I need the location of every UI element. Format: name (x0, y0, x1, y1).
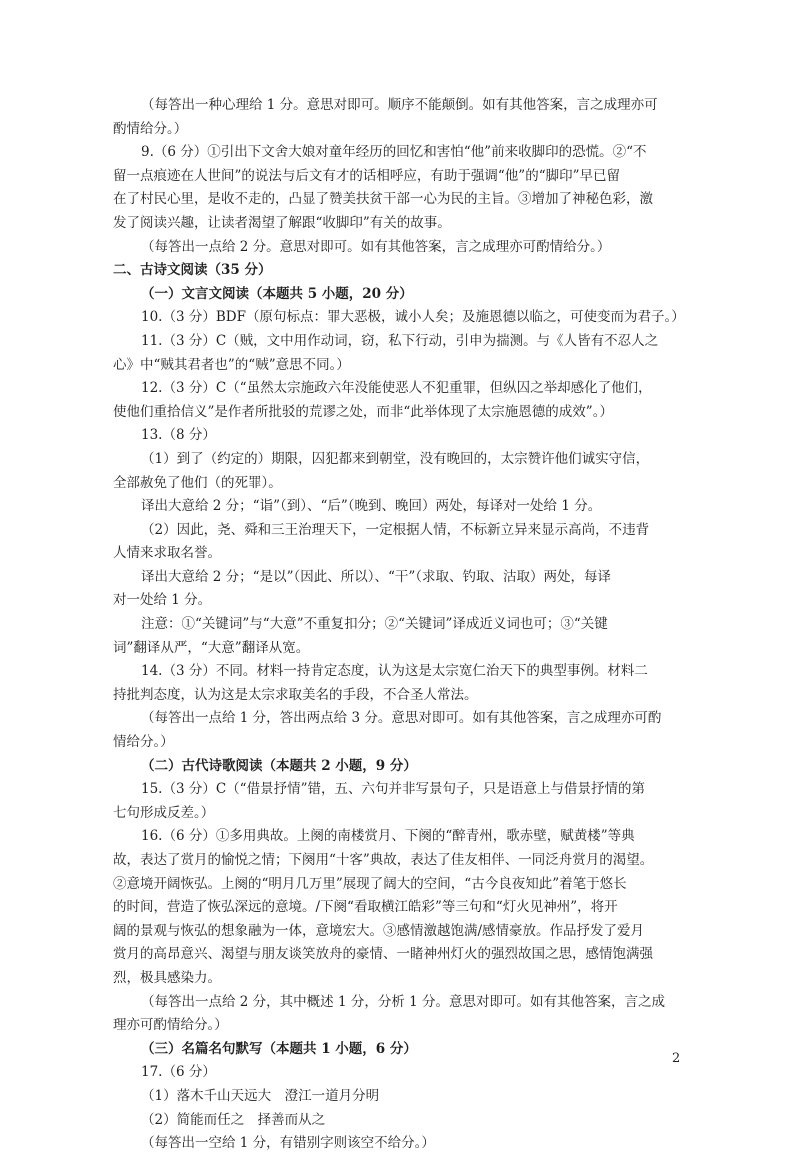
text-line: 13.（8 分） (141, 427, 216, 444)
text-line: 17.（6 分） (141, 1064, 216, 1081)
text-line: 故，表达了赏月的愉悦之情；下阕用“十客”典故，表达了佳友相伴、一同泛舟赏月的渴望。 (113, 852, 654, 868)
text-line: 情给分。） (113, 734, 174, 751)
text-line: 对一处给 1 分。 (113, 592, 212, 609)
text-line: 烈，极具感染力。 (113, 969, 221, 986)
text-line: 七句形成反差。） (113, 804, 215, 821)
page-number: 2 (672, 1051, 681, 1066)
answer-key-body (113, 94, 687, 1156)
text-line: 注意：①“关键词”与“大意”不重复扣分；②“关键词”译成近义词也可；③“关键 (141, 616, 608, 633)
text-line: 的时间，营造了恢弘深远的意境。/下阕“看取横江皓彩”等三句和“灯火见神州”，将开 (113, 899, 618, 916)
text-line: 10.（3 分）BDF（原句标点：罪大恶极，诚小人矣；及施恩德以临之，可使变而为君子。） (141, 309, 685, 326)
text-line: 9.（6 分）①引出下文舍大娘对童年经历的回忆和害怕“他”前来收脚印的恐慌。②“不 (141, 144, 647, 161)
text-line: 译出大意给 2 分；“诣”（到）、“后”（晚到、晚回）两处，每译对一处给 1 分。 (141, 498, 602, 515)
text-line: 译出大意给 2 分；“是以”（因此、所以）、“干”（求取、钓取、沽取）两处，每译 (141, 568, 612, 585)
text-line: （每答出一点给 2 分。意思对即可。如有其他答案，言之成理亦可酌情给分。） (141, 238, 611, 255)
text-line: （1）到了（约定的）期限，囚犯都来到朝堂，没有晚回的，太宗赞许他们诚实守信， (141, 450, 650, 467)
text-line: （每答出一点给 2 分，其中概述 1 分，分析 1 分。意思对即可。如有其他答案，言之成 (141, 993, 666, 1010)
text-line: 使他们重拾信义”是作者所批驳的荒谬之处，而非“此举体现了太宗施恩德的成效”。） (113, 403, 613, 420)
text-line: ②意境开阔恢弘。上阕的“明月几万里”展现了阔大的空间，“古今良夜知此”着笔于悠长 (113, 875, 627, 892)
text-line: （2）简能而任之 择善而从之 (141, 1111, 326, 1128)
text-line: 12.（3 分）C（“虽然太宗施政六年没能使恶人不犯重罪，但纵囚之举却感化了他们， (141, 380, 652, 397)
text-line: 发了阅读兴趣，让读者渴望了解跟“收脚印”有关的故事。 (113, 214, 451, 231)
text-line: 留一点痕迹在人世间”的说法与后文有才的话相呼应，有助于强调“他”的“脚印”早已留 (113, 167, 621, 184)
text-line: 15.（3 分）C（“借景抒情”错，五、六句并非写景句子，只是语意上与借景抒情的第 (141, 781, 645, 798)
text-line: 二、古诗文阅读（35 分） (113, 262, 272, 279)
text-line: 赏月的高昂意兴、渴望与朋友谈笑放舟的豪情、一睹神州灯火的强烈故国之思，感情饱满强 (113, 946, 653, 963)
text-line: 人情来求取名誉。 (113, 545, 221, 562)
text-line: 全部赦免了他们（的死罪）。 (113, 474, 282, 491)
text-line: （1）落木千山天远大 澄江一道月分明 (141, 1087, 380, 1104)
text-line: 14.（3 分）不同。材料一持肯定态度，认为这是太宗宽仁治天下的典型事例。材料二 (141, 663, 648, 680)
text-line: （一）文言文阅读（本题共 5 小题，20 分） (141, 285, 413, 302)
text-line: （2）因此，尧、舜和三王治理天下，一定根据人情，不标新立异来显示高尚，不违背 (141, 521, 650, 538)
text-line: 词”翻译从严，“大意”翻译从宽。 (113, 639, 310, 656)
text-line: （每答出一空给 1 分，有错别字则该空不给分。） (141, 1135, 435, 1152)
text-line: （每答出一种心理给 1 分。意思对即可。顺序不能颠倒。如有其他答案，言之成理亦可 (141, 97, 658, 113)
text-line: 理亦可酌情给分。） (113, 1017, 228, 1034)
text-line: 11.（3 分）C（贼，文中用作动词，窃，私下行动，引申为揣测。与《人皆有不忍人之 (141, 332, 659, 349)
text-line: （每答出一点给 1 分，答出两点给 3 分。意思对即可。如有其他答案，言之成理亦可酌 (141, 710, 662, 727)
text-line: 持批判态度，认为这是太宗求取美名的手段，不合圣人常法。 (113, 686, 478, 703)
text-line: 酌情给分。） (113, 120, 188, 137)
text-line: （二）古代诗歌阅读（本题共 2 小题，9 分） (141, 757, 417, 774)
text-line: （三）名篇名句默写（本题共 1 小题，6 分） (141, 1040, 417, 1057)
text-line: 在了村民心里，是收不走的，凸显了赞美扶贫干部一心为民的主旨。③增加了神秘色彩，激 (113, 191, 653, 208)
text-line: 阔的景观与恢弘的想象融为一体，意境宏大。③感情激越饱满/感情豪放。作品抒发了爱月 (113, 922, 645, 939)
text-line: 心》中“贼其君者也”的“贼”意思不同。） (113, 356, 350, 373)
text-line: 16.（6 分）①多用典故。上阕的南楼赏月、下阕的“醉青州，歌赤壁，赋黄楼”等典 (141, 828, 635, 845)
